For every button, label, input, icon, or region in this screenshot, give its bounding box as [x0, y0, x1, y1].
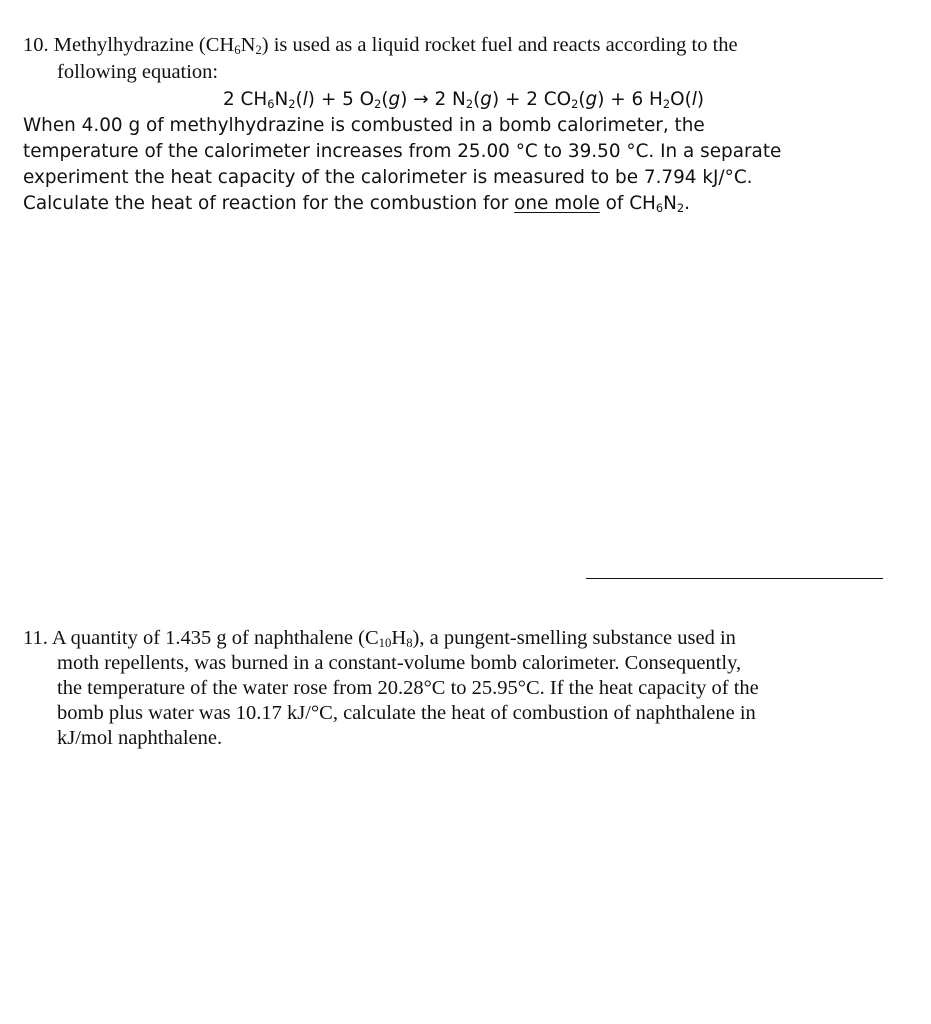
chemical-equation: 2 $CH_6N_2(l) + 5$ $O_2(g) \to 2$ $N_2(g) + 2$ $CO_2(g) + 6$ $H_2O(l)$ [223, 89, 705, 111]
one-mole-emphasis: one mole [514, 193, 600, 214]
question-10-body-line: experiment the heat capacity of the calorimeter is measured to be 7.794 kJ/°C. [23, 167, 753, 188]
question-10-body-line: Calculate the heat of reaction for the combustion for one mole of $CH_6N_2$. [23, 193, 691, 215]
question-11-line: bomb plus water was 10.17 kJ/°C, calculate the heat of combustion of naphthalene in [57, 702, 756, 724]
question-10-stem-line-2: following equation: [57, 61, 219, 83]
question-10-stem-line-1 [23, 33, 738, 58]
question-10-body-line: When 4.00 g of methylhydrazine is combusted in a bomb calorimeter, the [23, 115, 705, 136]
answer-blank-line [586, 578, 883, 579]
question-10-stem-text: Methylhydrazine $(CH_6N_2)$ is used as a liquid rocket fuel and reacts according to the [53, 34, 738, 58]
question-11-line: the temperature of the water rose from 20.28°C to 25.95°C. If the heat capacity of the [57, 677, 759, 699]
question-10-body [23, 113, 903, 217]
question-11 [23, 626, 903, 751]
question-11-line: moth repellents, was burned in a constant-volume bomb calorimeter. Consequently, [57, 652, 742, 674]
question-10-body-line: temperature of the calorimeter increases from 25.00 °C to 39.50 °C. In a separate [23, 141, 782, 162]
question-11-line: kJ/mol naphthalene. [57, 727, 223, 749]
question-11-line: 11. A quantity of 1.435 g of naphthalene $(C_{10}H_8)$, a pungent-smelling substance used in [23, 627, 736, 651]
question-10-number: 10. [23, 34, 49, 56]
